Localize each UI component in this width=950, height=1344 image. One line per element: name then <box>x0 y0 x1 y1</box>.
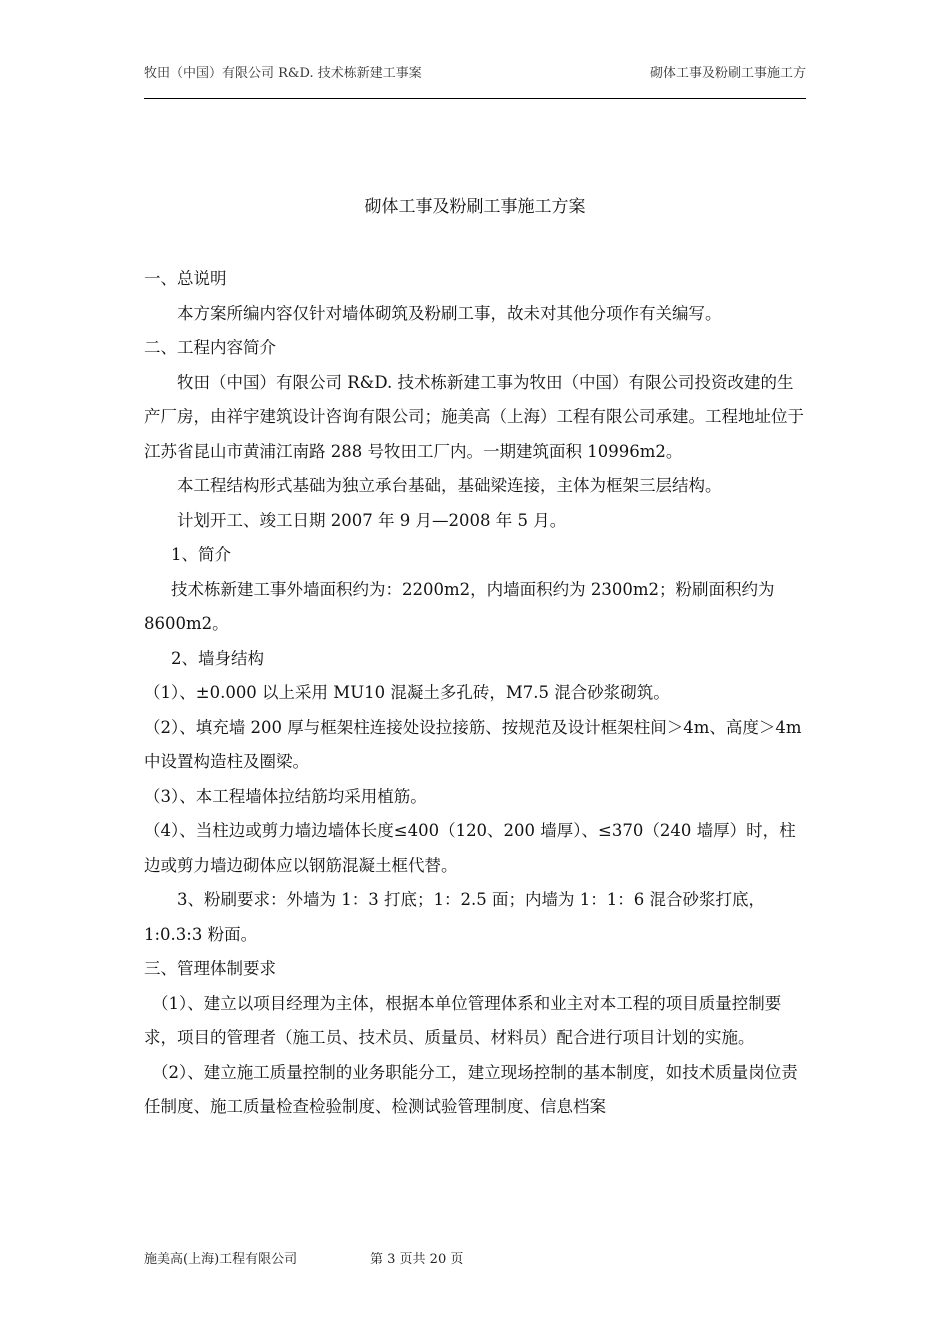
list-item: （4）、当柱边或剪力墙边墙体长度≤400（120、200 墙厚）、≤370（240 墙厚）时，柱边或剪力墙边砌体应以钢筋混凝土框代替。 <box>144 821 796 875</box>
list-item: （1）、±0.000 以上采用 MU10 混凝土多孔砖，M7.5 混合砂浆砌筑。 <box>144 683 670 702</box>
subsection-heading: 1、简介 <box>171 545 231 564</box>
section-heading-2: 二、工程内容简介 <box>144 338 276 357</box>
list-item: （1）、建立以项目经理为主体，根据本单位管理体系和业主对本工程的项目质量控制要求，项目的管理者（施工员、技术员、质量员、材料员）配合进行项目计划的实施。 <box>144 993 782 1047</box>
paragraph: 牧田（中国）有限公司 R&D. 技术栋新建工事为牧田（中国）有限公司投资改建的生产厂房，由祥宇建筑设计咨询有限公司；施美高（上海）工程有限公司承建。工程地址位于江苏省昆山市黄浦江南路 288 号牧田工厂内。一期建筑面积 10996m2。 <box>144 372 804 461</box>
list-item: （3）、本工程墙体拉结筋均采用植筋。 <box>144 786 427 806</box>
list-item: （2）、建立施工质量控制的业务职能分工，建立现场控制的基本制度，如技术质量岗位责任制度、施工质量检查检验制度、检测试验管理制度、信息档案 <box>144 1062 798 1116</box>
section-heading-1: 一、总说明 <box>144 269 227 288</box>
paragraph: 本工程结构形式基础为独立承台基础，基础梁连接，主体为框架三层结构。 <box>177 476 722 495</box>
paragraph: 计划开工、竣工日期 2007 年 9 月—2008 年 5 月。 <box>177 510 567 530</box>
header-right: 砌体工事及粉刷工事施工方 <box>649 66 806 81</box>
document-title: 砌体工事及粉刷工事施工方案 <box>364 197 586 217</box>
paragraph: 本方案所编内容仅针对墙体砌筑及粉刷工事，故未对其他分项作有关编写。 <box>177 303 722 323</box>
paragraph: 3、粉刷要求：外墙为 1：3 打底；1：2.5 面；内墙为 1：1：6 混合砂浆打底，1:0.3:3 粉面。 <box>144 890 765 944</box>
header-rule <box>144 98 806 99</box>
section-heading-3: 三、管理体制要求 <box>144 959 276 978</box>
paragraph: 技术栋新建工事外墙面积约为：2200m2，内墙面积约为 2300m2；粉刷面积约为 8600m2。 <box>144 579 775 633</box>
document-body <box>144 262 806 1125</box>
footer-page-number: 第 3 页共 20 页 <box>370 1252 464 1267</box>
subsection-heading: 2、墙身结构 <box>171 648 264 668</box>
footer-company: 施美高(上海)工程有限公司 <box>144 1252 298 1267</box>
list-item: （2）、填充墙 200 厚与框架柱连接处设拉接筋、按规范及设计框架柱间＞4m、高度＞4m 中设置构造柱及圈梁。 <box>144 717 802 771</box>
header-left: 牧田（中国）有限公司 R&D. 技术栋新建工事案 <box>144 66 422 81</box>
